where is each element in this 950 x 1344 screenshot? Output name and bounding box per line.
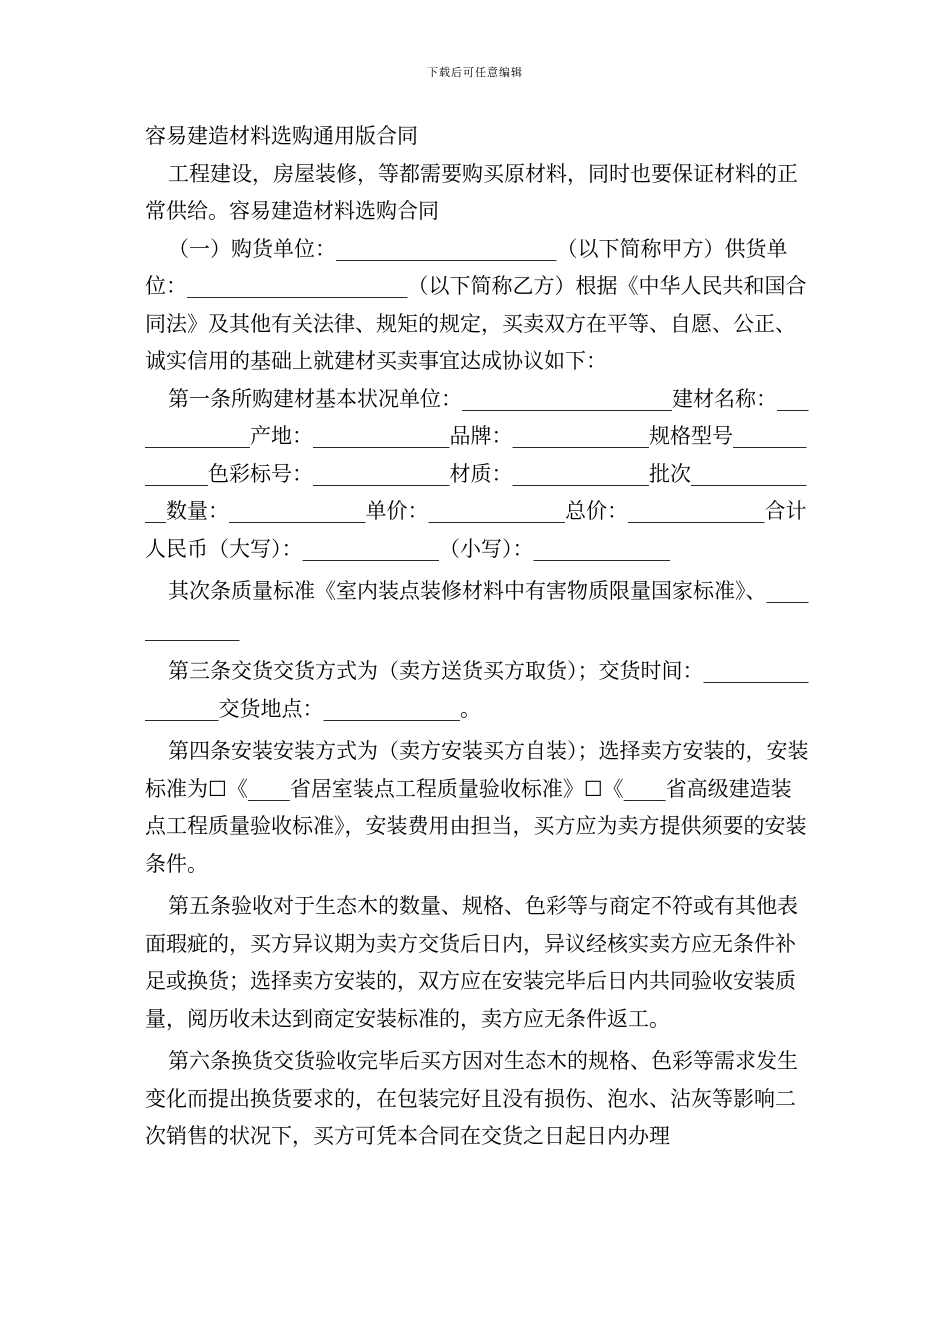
article-1-paragraph: 第一条所购建材基本状况单位：____________________建材名称：_____________产地：_____________品牌：_____________规格型号_____________色彩标号：_____________材质：_____________批次_____________数量：_____________单价：_____________总价：_____________合计人民币（大写）：_____________（小写）：_____________ xyxy=(145,386,809,561)
contract-body xyxy=(145,118,809,1156)
parties-paragraph: （一）购货单位：_____________________（以下简称甲方）供货单位：_____________________（以下简称乙方）根据《中华人民共和国合同法》及其他有关法律、规矩的规定，买卖双方在平等、自愿、公正、诚实信用的基础上就建材买卖事宜达成协议如下： xyxy=(145,236,807,373)
article-2-paragraph: 其次条质量标准《室内装点装修材料中有害物质限量国家标准》、_____________ xyxy=(145,579,809,641)
article-3-paragraph: 第三条交货交货方式为（卖方送货买方取货）；交货时间：_________________交货地点：_____________。 xyxy=(145,659,809,721)
article-4-paragraph: 第四条安装安装方式为（卖方安装买方自装）；选择卖方安装的，安装标准为☐《____省居室装点工程质量验收标准》☐《____省高级建造装点工程质量验收标准》，安装费用由担当，买方应为卖方提供须要的安装条件。 xyxy=(145,739,809,876)
article-6-paragraph: 第六条换货交货验收完毕后买方因对生态木的规格、色彩等需求发生变化而提出换货要求的，在包装完好且没有损伤、泡水、沾灰等影响二次销售的状况下，买方可凭本合同在交货之日起日内办理 xyxy=(145,1049,798,1148)
intro-paragraph: 工程建设，房屋装修，等都需要购买原材料，同时也要保证材料的正常供给。容易建造材料选购合同 xyxy=(145,161,798,223)
article-5-paragraph: 第五条验收对于生态木的数量、规格、色彩等与商定不符或有其他表面瑕疵的，买方异议期为卖方交货后日内，异议经核实卖方应无条件补足或换货；选择卖方安装的，双方应在安装完毕后日内共同验收安装质量，阅历收未达到商定安装标准的，卖方应无条件返工。 xyxy=(145,894,798,1031)
contract-title: 容易建造材料选购通用版合同 xyxy=(145,124,418,148)
page-header: 下载后可任意编辑 xyxy=(427,66,523,79)
